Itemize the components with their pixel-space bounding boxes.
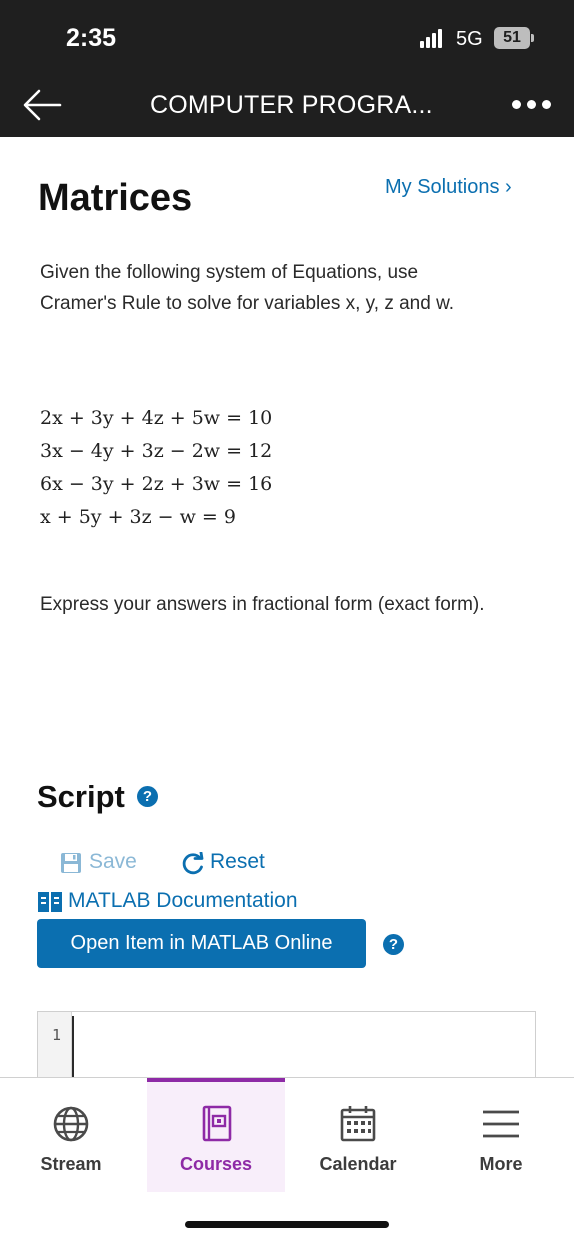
header-title: COMPUTER PROGRA... <box>150 91 433 119</box>
signal-icon <box>420 28 450 48</box>
menu-icon <box>481 1104 521 1144</box>
answer-instructions: Express your answers in fractional form (exact form). <box>40 594 485 615</box>
equation: 3x − 4y + 3z − 2w = 12 <box>40 440 273 462</box>
home-indicator <box>185 1221 389 1228</box>
help-icon[interactable]: ? <box>383 934 404 955</box>
save-disk-icon <box>60 852 82 874</box>
problem-description: Given the following system of Equations, use Cramer's Rule to solve for variables x, y, z and w. <box>40 262 455 314</box>
nav-item-courses[interactable] <box>147 1078 285 1192</box>
nav-item-calendar[interactable] <box>289 1078 427 1192</box>
text-cursor <box>72 1016 74 1082</box>
open-in-matlab-online-button[interactable]: Open Item in MATLAB Online <box>37 919 366 968</box>
equation: 6x − 3y + 2z + 3w = 16 <box>40 473 273 495</box>
help-icon[interactable]: ? <box>137 786 158 807</box>
my-solutions-link[interactable]: My Solutions › <box>385 176 512 198</box>
nav-item-stream[interactable] <box>2 1078 140 1192</box>
documentation-label: MATLAB Documentation <box>68 889 298 912</box>
reset-icon <box>181 852 205 876</box>
calendar-icon <box>338 1104 378 1144</box>
more-dots-icon[interactable] <box>512 98 552 112</box>
reset-label: Reset <box>210 850 265 873</box>
line-gutter <box>38 1012 72 1082</box>
equation: x + 5y + 3z − w = 9 <box>40 506 236 528</box>
code-editor[interactable] <box>37 1011 536 1081</box>
equation-list <box>40 402 272 534</box>
app-header <box>0 75 574 137</box>
back-arrow-icon[interactable] <box>20 83 64 127</box>
status-time: 2:35 <box>66 24 117 52</box>
course-book-icon <box>196 1104 236 1144</box>
nav-label: Calendar <box>319 1154 397 1174</box>
globe-icon <box>51 1104 91 1144</box>
nav-item-more[interactable] <box>432 1078 570 1192</box>
bottom-nav <box>0 1077 574 1241</box>
network-label: 5G <box>456 28 483 50</box>
nav-label: Courses <box>179 1154 253 1174</box>
script-heading: Script <box>37 779 125 814</box>
page-title: Matrices <box>38 177 193 219</box>
book-icon <box>38 891 62 913</box>
equation: 2x + 3y + 4z + 5w = 10 <box>40 407 273 429</box>
nav-label: More <box>479 1154 523 1174</box>
status-bar <box>0 0 574 75</box>
line-number: 1 <box>52 1026 62 1044</box>
save-label: Save <box>89 850 137 873</box>
nav-label: Stream <box>40 1154 102 1174</box>
battery-icon: 51 <box>494 27 530 49</box>
